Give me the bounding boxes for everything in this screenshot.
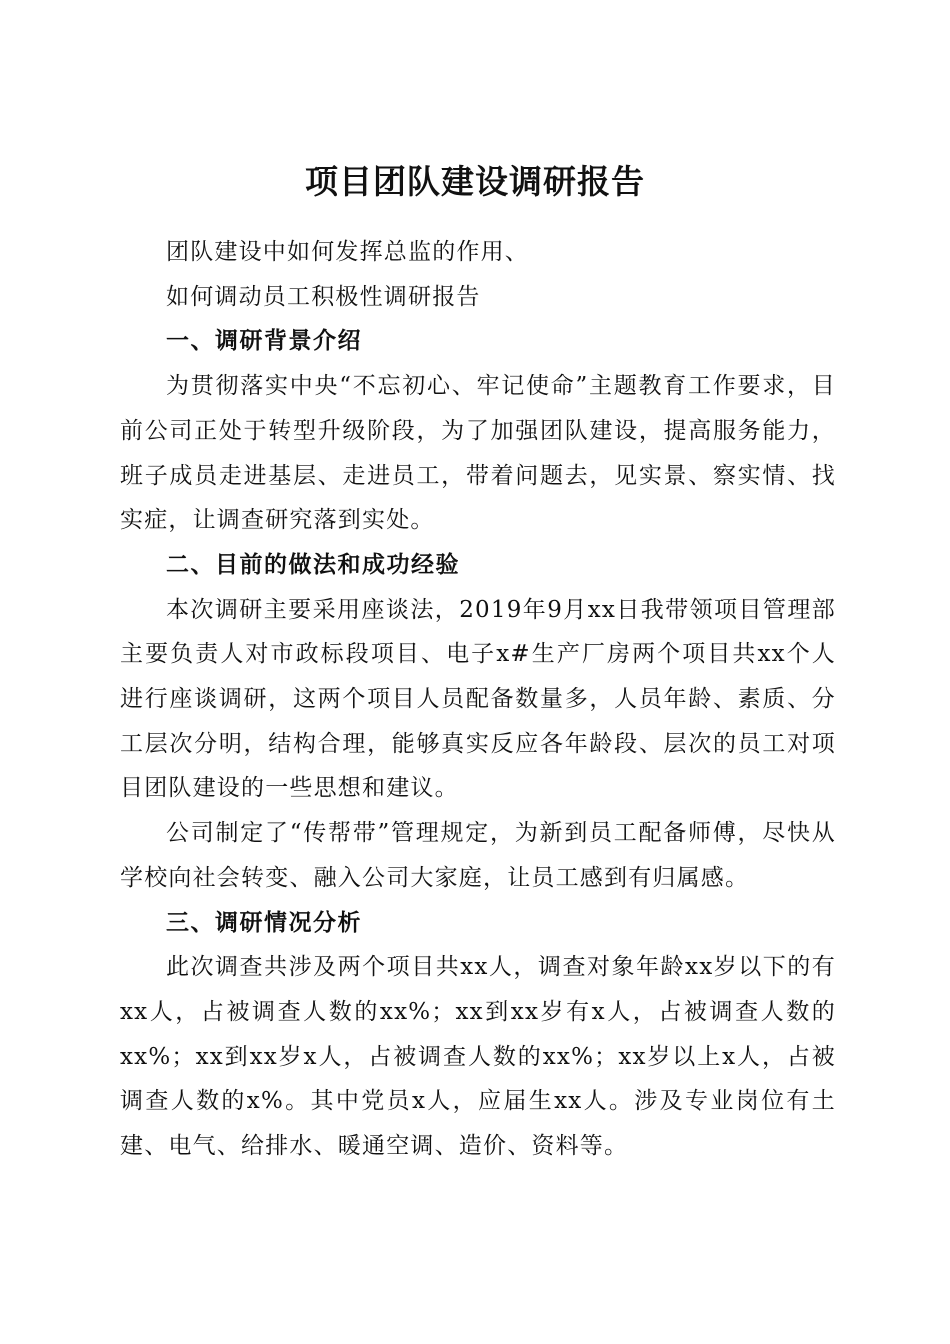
section-heading: 三、调研情况分析 [166, 909, 362, 936]
section-heading: 二、目前的做法和成功经验 [166, 551, 460, 578]
intro-line: 团队建设中如何发挥总监的作用、 [166, 239, 529, 265]
paragraph: 本次调研主要采用座谈法，2019年9月xx日我带领项目管理部主要负责人对市政标段项目、电子x#生产厂房两个项目共xx个人进行座谈调研，这两个项目人员配备数量多，人员年龄、素质、分工层次分明，结构合理，能够真实反应各年龄段、层次的员工对项目团队建设的一些思想和建议。 [120, 596, 836, 802]
section-heading: 一、调研背景介绍 [166, 328, 362, 355]
intro-line: 如何调动员工积极性调研报告 [166, 283, 481, 310]
paragraph: 公司制定了“传帮带”管理规定，为新到员工配备师傅，尽快从学校向社会转变、融入公司大家庭，让员工感到有归属感。 [120, 820, 836, 891]
document-title: 项目团队建设调研报告 [305, 162, 645, 202]
paragraph: 为贯彻落实中央“不忘初心、牢记使命”主题教育工作要求，目前公司正处于转型升级阶段，为了加强团队建设，提高服务能力，班子成员走进基层、走进员工，带着问题去，见实景、察实情、找实症，让调查研究落到实处。 [120, 373, 836, 534]
paragraph: 此次调查共涉及两个项目共xx人，调查对象年龄xx岁以下的有xx人，占被调查人数的xx%；xx到xx岁有x人，占被调查人数的xx%；xx到xx岁x人，占被调查人数的xx%；xx岁以上x人，占被调查人数的x%。其中党员x人，应届生xx人。涉及专业岗位有土建、电气、给排水、暖通空调、造价、资料等。 [120, 954, 836, 1160]
document-body [120, 230, 836, 1169]
